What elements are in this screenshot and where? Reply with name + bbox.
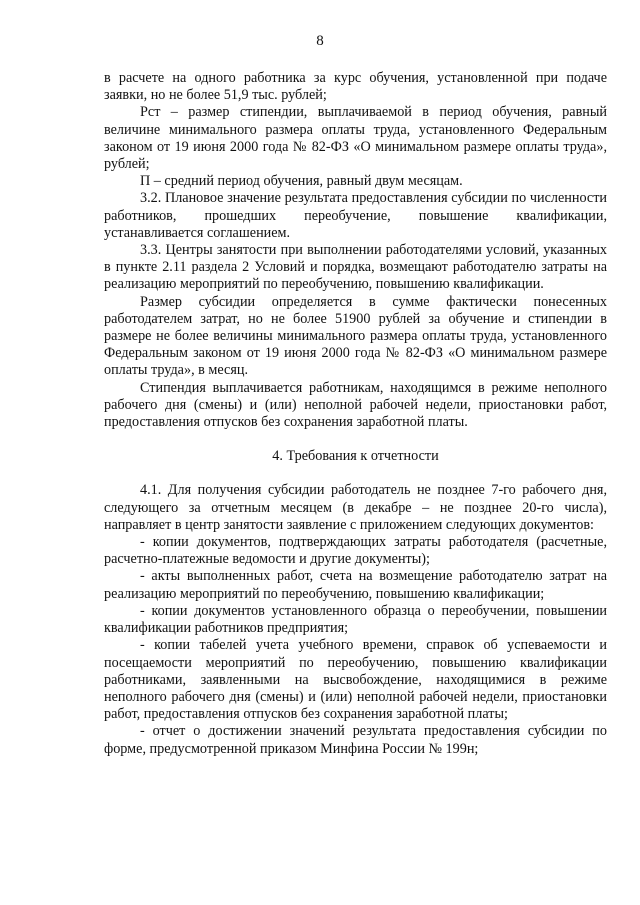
spacer — [104, 431, 607, 448]
paragraph-4-1: 4.1. Для получения субсидии работодатель не позднее 7-го рабочего дня, следующего за отчетным месяцем (в декабре – не позднее 20-го числа), направляет в центр занятости заявление с приложением следующих документов: — [104, 482, 607, 533]
list-item-work-acts: - акты выполненных работ, счета на возмещение работодателю затрат на реализацию мероприятий по переобучению, повышению квалификации; — [104, 568, 607, 602]
paragraph-p-definition: П – средний период обучения, равный двум месяцам. — [140, 173, 463, 190]
paragraph-3-2: 3.2. Плановое значение результата предоставления субсидии по численности работников, прошедших переобучение, повышение квалификации, устанавливается соглашением. — [104, 190, 607, 241]
paragraph-stipend: Стипендия выплачивается работникам, находящимся в режиме неполного рабочего дня (смены) и (или) неполной рабочей недели, приостановки работ, предоставления отпусков без сохранения заработной платы. — [104, 379, 607, 431]
page-number: 8 — [316, 33, 324, 49]
paragraph-rst-definition: Рст – размер стипендии, выплачиваемой в период обучения, равный величине минимального размера оплаты труда, установленного Федеральным законом от 19 июня 2000 года № 82-ФЗ «О минимальном размере оплаты труда», рублей; — [104, 104, 607, 173]
document-body — [104, 70, 607, 758]
paragraph-3-3: 3.3. Центры занятости при выполнении работодателями условий, указанных в пункте 2.11 раздела 2 Условий и порядка, возмещают работодателю затраты на реализацию мероприятий по переобучению, повышению квалификации. — [104, 242, 607, 293]
section-title: 4. Требования к отчетности — [272, 448, 439, 465]
list-item-results-report: - отчет о достижении значений результата предоставления субсидии по форме, предусмотренной приказом Минфина России № 199н; — [104, 723, 607, 757]
spacer — [104, 465, 607, 482]
paragraph-subsidy-amount: Размер субсидии определяется в сумме фактически понесенных работодателем затрат, но не более 51900 рублей за обучение и стипендии в размере не более величины минимального размера оплаты труда, установленного Федеральным законом от 19 июня 2000 года № 82-ФЗ «О минимальном размере оплаты труда», в месяц. — [104, 293, 607, 379]
list-item-attendance-records: - копии табелей учета учебного времени, справок об успеваемости и посещаемости мероприятий по переобучению, повышению квалификации работниками, заявленными на высвобождение, находящимися в режиме неполного рабочего дня (смены) и (или) неполной рабочей недели, приостановки работ, предоставления отпусков без сохранения заработной платы; — [104, 637, 607, 723]
list-item-expense-documents: - копии документов, подтверждающих затраты работодателя (расчетные, расчетно-платежные ведомости и другие документы); — [104, 534, 607, 568]
list-item-qualification-documents: - копии документов установленного образца о переобучении, повышении квалификации работников предприятия; — [104, 602, 607, 637]
paragraph-continuation: в расчете на одного работника за курс обучения, установленной при подаче заявки, но не более 51,9 тыс. рублей; — [104, 70, 607, 104]
